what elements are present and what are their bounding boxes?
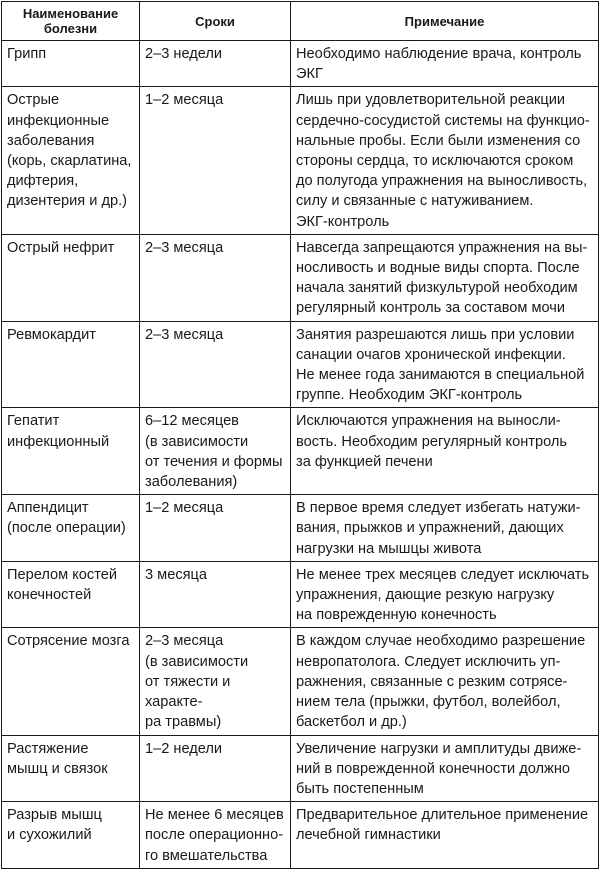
cell-text: 1–2 недели xyxy=(145,740,223,757)
cell-text: Ревмокардит xyxy=(7,326,96,343)
cell-disease xyxy=(2,495,140,562)
header-note xyxy=(291,2,599,41)
cell-note xyxy=(291,87,599,234)
cell-text: Аппендицит (после операции) xyxy=(7,500,126,537)
cell-disease xyxy=(2,87,140,234)
cell-text: 2–3 месяца (в зависимости от тяжести и характе- ра травмы) xyxy=(145,633,249,731)
header-terms xyxy=(140,2,291,41)
cell-text: Не менее трех месяцев следует исключать упражнения, дающие резкую нагрузку на поврежденную конечность xyxy=(296,566,590,624)
cell-text: Не менее 6 месяцев после операционно- го вмешательства xyxy=(145,807,284,864)
cell-term xyxy=(140,735,291,802)
cell-text: Острые инфекционные заболевания (корь, скарлатина, дифтерия, дизентерия и др.) xyxy=(7,92,132,210)
cell-term xyxy=(140,802,291,869)
cell-note xyxy=(291,735,599,802)
cell-disease xyxy=(2,41,140,87)
cell-term xyxy=(140,561,291,628)
table-row xyxy=(2,87,599,234)
cell-term xyxy=(140,628,291,735)
cell-note xyxy=(291,628,599,735)
cell-text: Предварительное длительное применение лечебной гимнастики xyxy=(296,807,589,844)
table-row xyxy=(2,234,599,321)
cell-disease xyxy=(2,735,140,802)
cell-text: 1–2 месяца xyxy=(145,92,224,109)
header-label: Наименование болезни xyxy=(22,6,119,36)
cell-text: В первое время следует избегать натужи- вания, прыжков и упражнений, дающих нагрузки на мышцы живота xyxy=(296,500,581,557)
table-row xyxy=(2,628,599,735)
cell-disease xyxy=(2,628,140,735)
cell-note xyxy=(291,561,599,628)
cell-term xyxy=(140,321,291,408)
cell-disease xyxy=(2,408,140,495)
cell-text: 6–12 месяцев (в зависимости от течения и формы заболевания) xyxy=(145,413,283,491)
cell-text: В каждом случае необходимо разрешение невропатолога. Следует исключить уп- ражнения, связанные с резким сотрясе- нием тела (прыжки, футбол, волейбол, баскетбол и др.) xyxy=(296,633,586,731)
cell-note xyxy=(291,495,599,562)
cell-text: Грипп xyxy=(7,46,47,62)
cell-disease xyxy=(2,802,140,869)
cell-text: Растяжение мышц и связок xyxy=(7,740,108,777)
table-row xyxy=(2,321,599,408)
table-row xyxy=(2,802,599,869)
table-row xyxy=(2,735,599,802)
cell-note xyxy=(291,408,599,495)
cell-term xyxy=(140,408,291,495)
cell-text: Навсегда запрещаются упражнения на вы- носливость и водные виды спорта. После начала занятий физкультурой необходим регулярный контроль за составом мочи xyxy=(296,239,588,317)
cell-text: Увеличение нагрузки и амплитуды движе- ний в поврежденной конечности должно быть постепенным xyxy=(296,740,582,797)
cell-text: Перелом костей конечностей xyxy=(7,566,117,604)
cell-text: Разрыв мышц и сухожилий xyxy=(7,807,102,844)
cell-text: Исключаются упражнения на выносли- вость. Необходим регулярный контроль за функцией печени xyxy=(296,413,567,470)
cell-note xyxy=(291,234,599,321)
table-row xyxy=(2,561,599,628)
cell-note xyxy=(291,41,599,87)
cell-term xyxy=(140,495,291,562)
table-row xyxy=(2,41,599,87)
cell-text: Необходимо наблюдение врача, контроль ЭКГ xyxy=(296,46,582,83)
cell-term xyxy=(140,41,291,87)
cell-text: Гепатит инфекционный xyxy=(7,413,110,450)
cell-term xyxy=(140,234,291,321)
cell-text: 2–3 месяца xyxy=(145,326,224,343)
header-disease-name xyxy=(2,2,140,41)
table-row xyxy=(2,495,599,562)
table-row xyxy=(2,408,599,495)
cell-term xyxy=(140,87,291,234)
cell-disease xyxy=(2,321,140,408)
cell-note xyxy=(291,802,599,869)
cell-text: Сотрясение мозга xyxy=(7,633,130,650)
cell-disease xyxy=(2,561,140,628)
cell-text: Лишь при удовлетворительной реакции сердечно-сосудистой системы на функцио- нальные пробы. Если были изменения со стороны сердца, то исключаются сроком до полугода упражнения на выносливость, силу и связанные с натуживанием. ЭКГ-контроль xyxy=(296,92,590,230)
illness-terms-table xyxy=(1,1,599,869)
cell-text: 3 месяца xyxy=(145,566,207,583)
cell-text: 2–3 месяца xyxy=(145,239,224,256)
table-header-row xyxy=(2,2,599,41)
cell-text: Острый нефрит xyxy=(7,239,115,256)
header-label: Примечание xyxy=(404,13,485,29)
cell-text: 1–2 месяца xyxy=(145,500,224,517)
cell-text: 2–3 недели xyxy=(145,46,223,62)
cell-disease xyxy=(2,234,140,321)
header-label: Сроки xyxy=(195,13,235,29)
cell-text: Занятия разрешаются лишь при условии санации очагов хронической инфекции. Не менее года занимаются в специальной группе. Необходим ЭКГ-контроль xyxy=(296,326,585,404)
cell-note xyxy=(291,321,599,408)
